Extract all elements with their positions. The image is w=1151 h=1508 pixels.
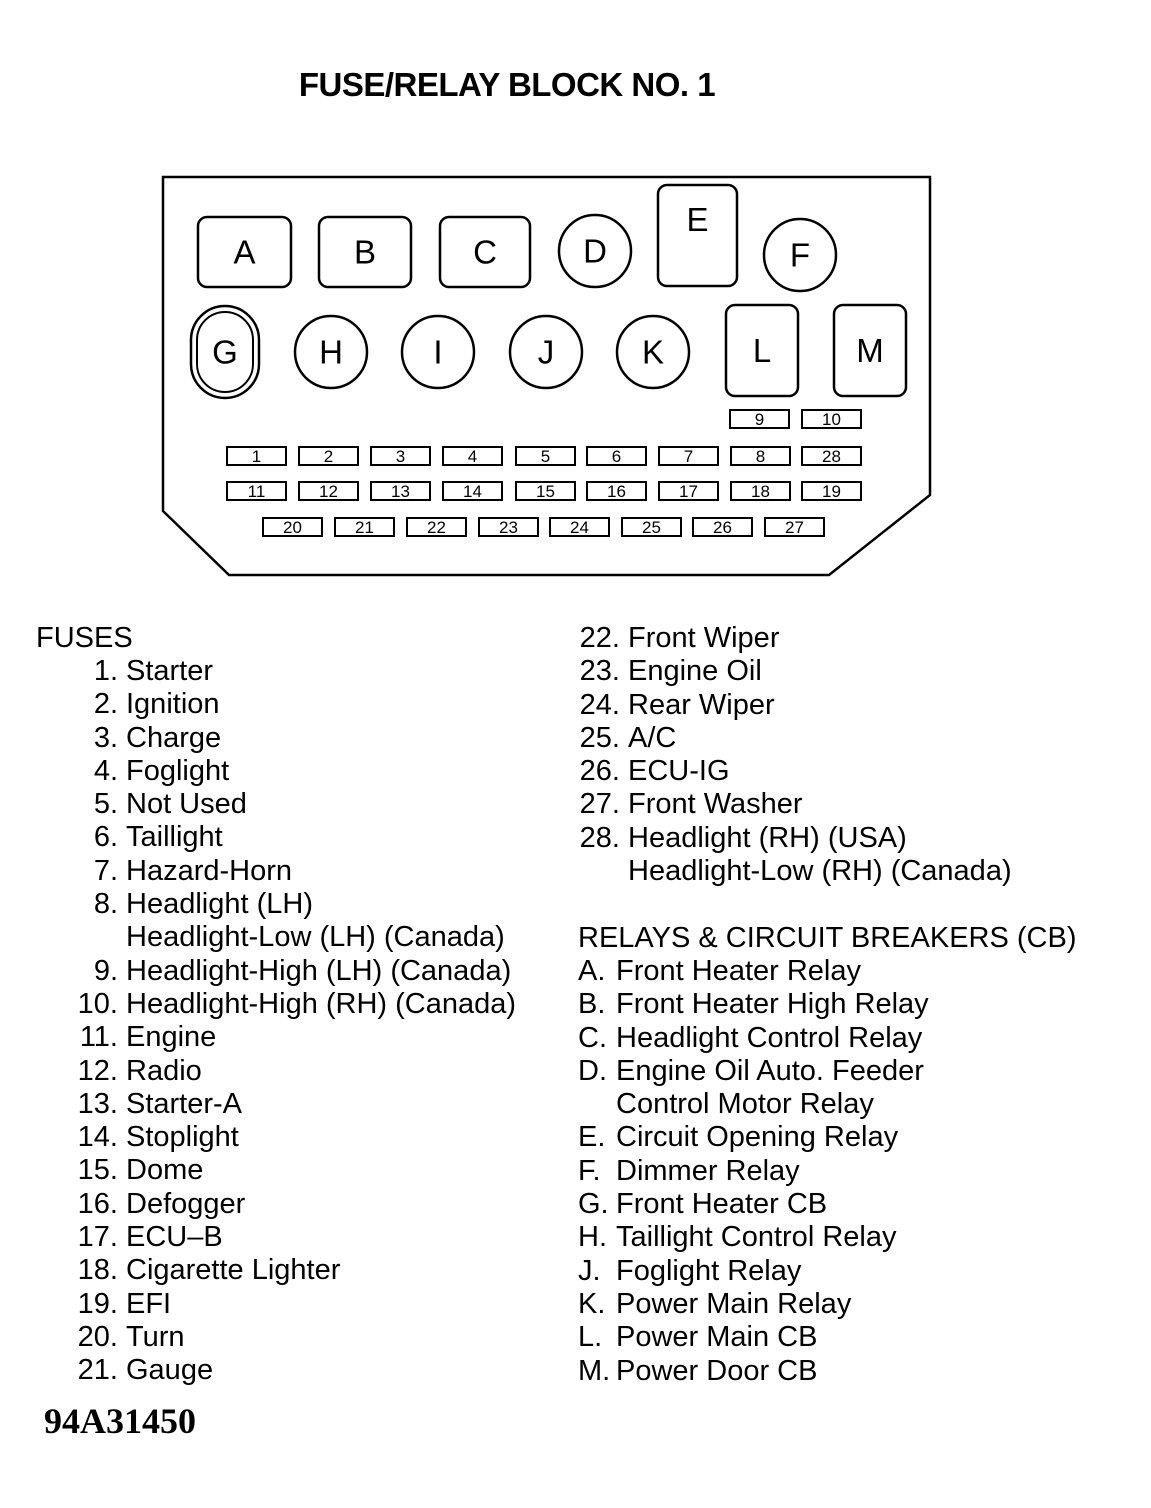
relay-item-number: D.: [578, 1054, 607, 1087]
fuse-item-label: Headlight-Low (LH) (Canada): [126, 921, 505, 954]
fuse-item-label: Foglight: [126, 754, 230, 787]
fuse-28-label: 28: [822, 447, 841, 466]
relay-item: [578, 1321, 929, 1354]
fuse-item-label: Headlight (RH) (USA): [628, 821, 907, 854]
fuse-item: [36, 1221, 516, 1254]
relay-item: [578, 1221, 929, 1254]
fuse-item: [36, 1021, 516, 1054]
fuse-item-number: 10.: [77, 987, 118, 1020]
fuse-item-label: Dome: [126, 1154, 204, 1187]
fuse-23-label: 23: [499, 518, 518, 537]
fuse-item: [36, 1055, 516, 1088]
relay-e-label: E: [686, 201, 709, 238]
relay-item-number: [578, 1088, 608, 1121]
fuse-item: [36, 755, 516, 788]
fuse-item-number: 4.: [93, 754, 118, 787]
fuse-item: [36, 722, 516, 755]
fuse-item-label: Engine Oil: [628, 655, 762, 688]
fuse-relay-block-diagram: [0, 0, 1151, 600]
relay-l-label: L: [752, 332, 772, 369]
fuse-item-label: Headlight-Low (RH) (Canada): [628, 855, 1012, 888]
fuse-item-number: 17.: [77, 1221, 118, 1254]
fuse-26-label: 26: [713, 518, 732, 537]
fuse-item: [574, 689, 1012, 722]
fuse-item-label: Defogger: [126, 1187, 246, 1220]
fuse-item-label: Headlight-High (RH) (Canada): [126, 987, 517, 1020]
fuse-item: [36, 1288, 516, 1321]
fuse-12-label: 12: [319, 482, 338, 501]
relay-j-label: J: [537, 333, 555, 371]
fuse-3-label: 3: [395, 447, 406, 466]
fuse-13-label: 13: [391, 482, 410, 501]
relay-item-label: Circuit Opening Relay: [616, 1121, 899, 1154]
relay-f-label: F: [789, 236, 811, 274]
fuses-list-continued: [574, 622, 1012, 888]
fuse-25-label: 25: [642, 518, 661, 537]
fuse-21-label: 21: [355, 518, 374, 537]
diagram-title: FUSE/RELAY BLOCK NO. 1: [298, 66, 716, 103]
block-outline: [163, 177, 930, 575]
relay-item-label: Headlight Control Relay: [616, 1021, 923, 1054]
fuse-item-number: 25.: [579, 721, 620, 754]
fuse-item-label: Hazard-Horn: [126, 854, 292, 887]
fuse-item-label: Rear Wiper: [628, 688, 775, 721]
relay-item-label: Front Heater Relay: [616, 955, 861, 987]
relay-item-number: G.: [578, 1188, 609, 1221]
fuse-item: [36, 1088, 516, 1121]
fuse-item-number: 8.: [93, 888, 118, 921]
fuse-item-number: 27.: [579, 788, 620, 821]
relay-item-label: Power Main Relay: [616, 1287, 852, 1320]
relay-h-label: H: [319, 333, 343, 371]
fuse-item: [574, 822, 1012, 855]
fuse-item-number: 3.: [93, 721, 118, 754]
fuse-item-label: Radio: [126, 1054, 202, 1087]
fuse-item-label: Gauge: [126, 1354, 214, 1387]
relay-item-number: M.: [578, 1354, 611, 1387]
relay-item: [578, 1355, 929, 1388]
relay-item-number: E.: [578, 1121, 606, 1154]
relay-item: [578, 955, 929, 988]
fuse-item: [574, 855, 1012, 888]
relay-item-number: A.: [578, 955, 606, 987]
relay-item: [578, 988, 929, 1021]
fuse-15-label: 15: [536, 482, 555, 501]
relay-item-number: B.: [578, 988, 606, 1021]
relay-item: [578, 1255, 929, 1288]
relay-item-label: Engine Oil Auto. Feeder: [616, 1054, 924, 1087]
relay-item-label: Front Heater CB: [616, 1188, 828, 1221]
fuse-item: [36, 1254, 516, 1287]
fuse-item-number: 20.: [77, 1320, 118, 1353]
fuse-item-number: 7.: [93, 854, 118, 887]
fuse-item-number: 26.: [579, 755, 620, 788]
fuse-item-label: Engine: [126, 1021, 217, 1054]
fuse-item-label: Headlight (LH): [126, 888, 313, 921]
fuse-item-label: Ignition: [126, 688, 220, 721]
relay-a-label: A: [233, 233, 256, 271]
fuse-14-label: 14: [463, 482, 482, 501]
relay-g-label: G: [212, 333, 238, 371]
fuse-1-label: 1: [251, 447, 262, 466]
fuse-item-label: Turn: [126, 1320, 185, 1353]
fuse-item: [574, 788, 1012, 821]
fuse-item-number: 5.: [93, 788, 118, 821]
fuse-item: [36, 1121, 516, 1154]
figure-code: 94A31450: [44, 1401, 196, 1441]
fuse-item-number: 24.: [579, 688, 620, 721]
fuse-item-number: 19.: [77, 1287, 118, 1320]
relay-item-label: Taillight Control Relay: [616, 1221, 897, 1254]
fuse-item-label: Charge: [126, 721, 222, 754]
fuse-item-number: 16.: [77, 1187, 118, 1220]
fuse-2-label: 2: [323, 447, 334, 466]
fuse-item-number: 1.: [93, 655, 118, 687]
fuse-item-label: Taillight: [126, 821, 223, 854]
relay-d-label: D: [583, 232, 607, 270]
relay-item-label: Power Door CB: [616, 1354, 818, 1387]
relay-item-number: J.: [578, 1254, 601, 1287]
fuses-list: [36, 655, 516, 1388]
relays-heading: RELAYS & CIRCUIT BREAKERS (CB): [578, 922, 1077, 954]
fuse-9-label: 9: [754, 410, 765, 429]
fuse-22-label: 22: [427, 518, 446, 537]
relay-item-number: K.: [578, 1287, 606, 1320]
fuse-item: [36, 788, 516, 821]
fuse-item-number: 14.: [77, 1121, 118, 1154]
relay-item-label: Control Motor Relay: [616, 1088, 874, 1121]
fuse-item: [574, 622, 1012, 655]
relay-k-label: K: [641, 333, 665, 371]
fuse-item-label: Starter-A: [126, 1087, 243, 1120]
relay-m-label: M: [856, 332, 884, 369]
fuse-item: [36, 921, 516, 954]
fuse-item: [36, 988, 516, 1021]
fuse-item-number: 23.: [579, 655, 620, 688]
relay-item: [578, 1055, 929, 1088]
fuse-item-label: Stoplight: [126, 1121, 239, 1154]
fuse-item-label: Front Washer: [628, 788, 803, 821]
fuse-item-number: [36, 921, 118, 954]
fuse-7-label: 7: [683, 447, 694, 466]
fuse-24-label: 24: [570, 518, 589, 537]
fuse-5-label: 5: [540, 447, 551, 466]
fuse-item-number: 11.: [79, 1021, 118, 1054]
fuse-17-label: 17: [679, 482, 698, 501]
relay-item-label: Front Heater High Relay: [616, 988, 929, 1021]
fuse-item-number: 13.: [77, 1087, 118, 1120]
fuse-item: [36, 821, 516, 854]
relay-item: [578, 1022, 929, 1055]
fuse-item: [36, 688, 516, 721]
fuse-item: [36, 1188, 516, 1221]
fuse-item-number: [574, 855, 620, 888]
relay-item-label: Foglight Relay: [616, 1254, 802, 1287]
fuse-item-label: Front Wiper: [628, 622, 780, 654]
fuse-4-label: 4: [467, 447, 478, 466]
relay-item: [578, 1188, 929, 1221]
fuses-heading: FUSES: [36, 622, 133, 654]
fuse-item: [36, 1354, 516, 1387]
relay-c-label: C: [473, 233, 497, 271]
fuse-10-label: 10: [822, 410, 841, 429]
fuse-item-number: 18.: [77, 1254, 118, 1287]
relays-list: [578, 955, 929, 1388]
fuse-11-label: 11: [247, 482, 266, 501]
relay-item: [578, 1088, 929, 1121]
fuse-item-number: 12.: [77, 1054, 118, 1087]
relay-item-number: F.: [578, 1154, 601, 1187]
fuse-item-number: 22.: [579, 622, 620, 654]
fuse-8-label: 8: [755, 447, 766, 466]
fuse-27-label: 27: [785, 518, 804, 537]
fuse-item-number: 15.: [77, 1154, 118, 1187]
fuse-16-label: 16: [607, 482, 626, 501]
fuse-item: [574, 655, 1012, 688]
relay-item: [578, 1121, 929, 1154]
fuse-item: [36, 888, 516, 921]
fuse-item: [36, 655, 516, 688]
fuse-item-label: Not Used: [126, 788, 247, 821]
fuse-item-label: ECU-IG: [628, 755, 730, 788]
fuse-item-label: Starter: [126, 655, 214, 687]
fuse-item-label: Cigarette Lighter: [126, 1254, 341, 1287]
fuse-item-number: 21.: [77, 1354, 118, 1387]
fuse-item-number: 6.: [93, 821, 118, 854]
relay-item-number: L.: [578, 1321, 603, 1354]
fuse-item-number: 28.: [579, 821, 620, 854]
fuse-item: [36, 855, 516, 888]
fuse-item-label: ECU–B: [126, 1221, 223, 1254]
fuse-item-label: EFI: [126, 1287, 172, 1320]
fuse-item-number: 2.: [93, 688, 118, 721]
relay-item-number: H.: [578, 1221, 607, 1254]
fuse-item: [36, 1321, 516, 1354]
fuse-item: [36, 1154, 516, 1187]
relay-item-number: C.: [578, 1021, 607, 1054]
fuse-19-label: 19: [822, 482, 841, 501]
fuse-item: [36, 955, 516, 988]
fuse-item-label: Headlight-High (LH) (Canada): [126, 954, 512, 987]
relay-item: [578, 1155, 929, 1188]
fuse-item-label: A/C: [628, 721, 677, 754]
fuse-item-number: 9.: [93, 954, 118, 987]
fuse-6-label: 6: [611, 447, 622, 466]
fuse-item: [574, 722, 1012, 755]
fuse-18-label: 18: [751, 482, 770, 501]
relay-item-label: Dimmer Relay: [616, 1154, 800, 1187]
relay-item-label: Power Main CB: [616, 1321, 818, 1354]
fuse-item: [574, 755, 1012, 788]
relay-b-label: B: [353, 233, 377, 271]
relay-i-label: I: [433, 333, 443, 371]
fuse-20-label: 20: [283, 518, 302, 537]
relay-item: [578, 1288, 929, 1321]
